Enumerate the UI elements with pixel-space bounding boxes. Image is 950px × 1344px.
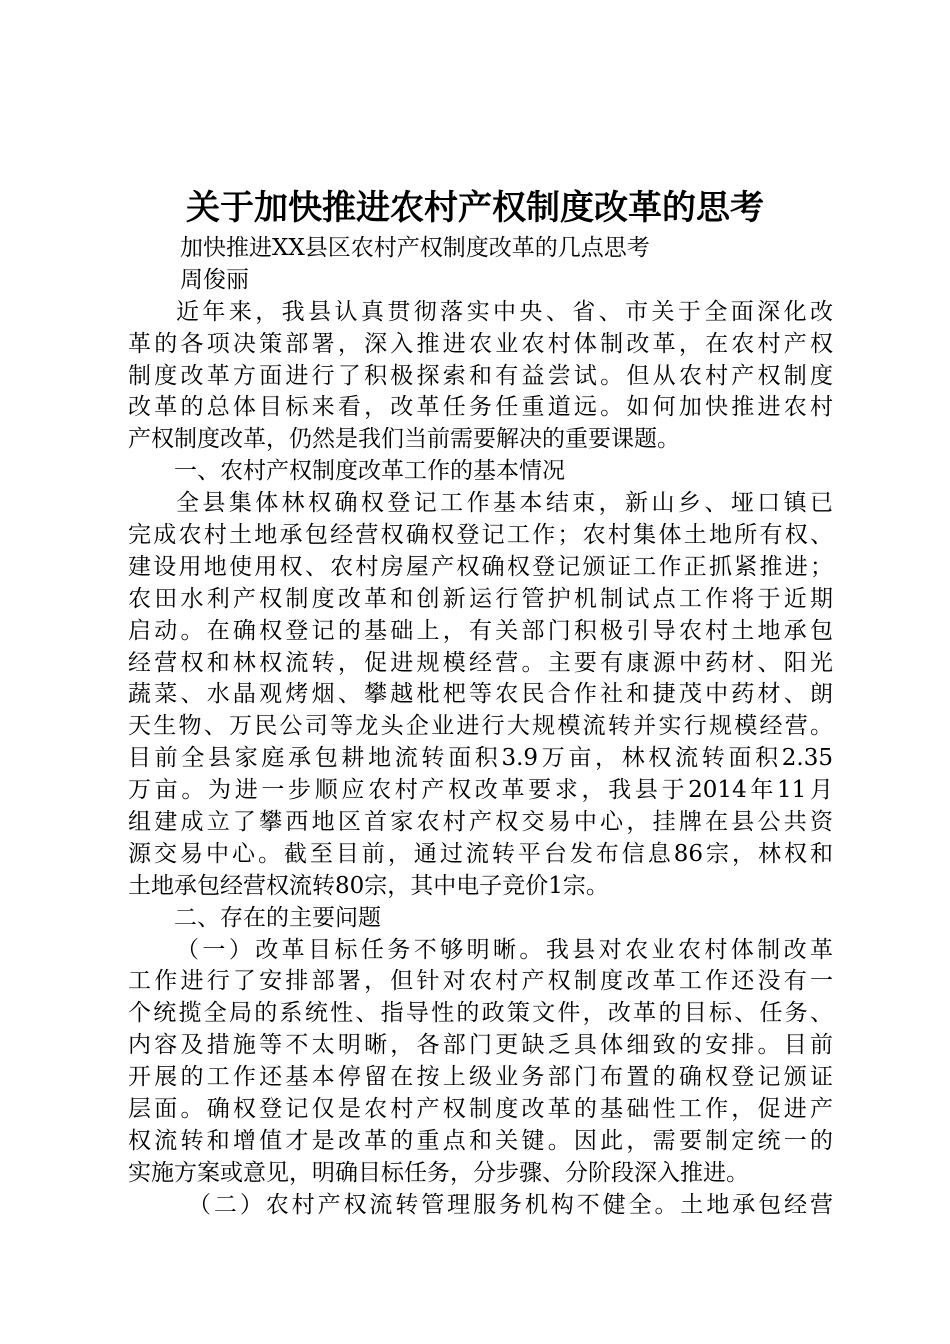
text-line: 产权制度改革，仍然是我们当前需要解决的重要课题。	[128, 426, 680, 453]
text-line: 经营权和林权流转，促进规模经营。主要有康源中药材、阳光	[128, 649, 833, 676]
text-line: 目前全县家庭承包耕地流转面积3.9万亩，林权流转面积2.35	[128, 745, 833, 772]
text-line: 农田水利产权制度改革和创新运行管护机制试点工作将于近期	[128, 585, 833, 612]
text-line: （二）农村产权流转管理服务机构不健全。土地承包经营	[188, 1191, 833, 1218]
text-line: 一、农村产权制度改革工作的基本情况	[174, 458, 565, 485]
text-line: 土地承包经营权流转80宗，其中电子竞价1宗。	[128, 872, 609, 899]
text-line: 层面。确权登记仅是农村产权制度改革的基础性工作，促进产	[128, 1096, 833, 1123]
text-line: 万亩。为进一步顺应农村产权改革要求，我县于2014年11月	[128, 777, 833, 804]
text-line: 个统揽全局的系统性、指导性的政策文件，改革的目标、任务、	[128, 1000, 833, 1027]
document-title: 关于加快推进农村产权制度改革的思考	[186, 188, 764, 228]
text-line: 天生物、万民公司等龙头企业进行大规模流转并实行规模经营。	[128, 713, 833, 740]
text-line: 完成农村土地承包经营权确权登记工作；农村集体土地所有权、	[128, 522, 833, 549]
text-line: 改革的总体目标来看，改革任务任重道远。如何加快推进农村	[128, 394, 833, 421]
text-line: 周俊丽	[180, 266, 249, 293]
text-line: 启动。在确权登记的基础上，有关部门积极引导农村土地承包	[128, 617, 833, 644]
text-line: 建设用地使用权、农村房屋产权确权登记颁证工作正抓紧推进；	[128, 553, 833, 580]
text-line: 制度改革方面进行了积极探索和有益尝试。但从农村产权制度	[128, 362, 833, 389]
document-body	[128, 233, 833, 1222]
text-line: （一）改革目标任务不够明晰。我县对农业农村体制改革	[176, 936, 833, 963]
text-line: 二、存在的主要问题	[174, 904, 381, 931]
text-line: 蔬菜、水晶观烤烟、攀越枇杷等农民合作社和捷茂中药材、朗	[128, 681, 833, 708]
text-line: 开展的工作还基本停留在按上级业务部门布置的确权登记颁证	[128, 1064, 833, 1091]
text-line: 工作进行了安排部署，但针对农村产权制度改革工作还没有一	[128, 968, 833, 995]
text-line: 近年来，我县认真贯彻落实中央、省、市关于全面深化改	[176, 298, 833, 325]
text-line: 实施方案或意见，明确目标任务，分步骤、分阶段深入推进。	[128, 1159, 749, 1186]
text-line: 组建成立了攀西地区首家农村产权交易中心，挂牌在县公共资	[128, 809, 833, 836]
text-line: 内容及措施等不太明晰，各部门更缺乏具体细致的安排。目前	[128, 1032, 833, 1059]
text-line: 权流转和增值才是改革的重点和关键。因此，需要制定统一的	[128, 1127, 833, 1154]
text-line: 革的各项决策部署，深入推进农业农村体制改革，在农村产权	[128, 330, 833, 357]
text-line: 全县集体林权确权登记工作基本结束，新山乡、垭口镇已	[176, 490, 833, 517]
text-line: 源交易中心。截至目前，通过流转平台发布信息86宗，林权和	[128, 840, 833, 867]
text-line: 加快推进XX县区农村产权制度改革的几点思考	[180, 235, 650, 261]
